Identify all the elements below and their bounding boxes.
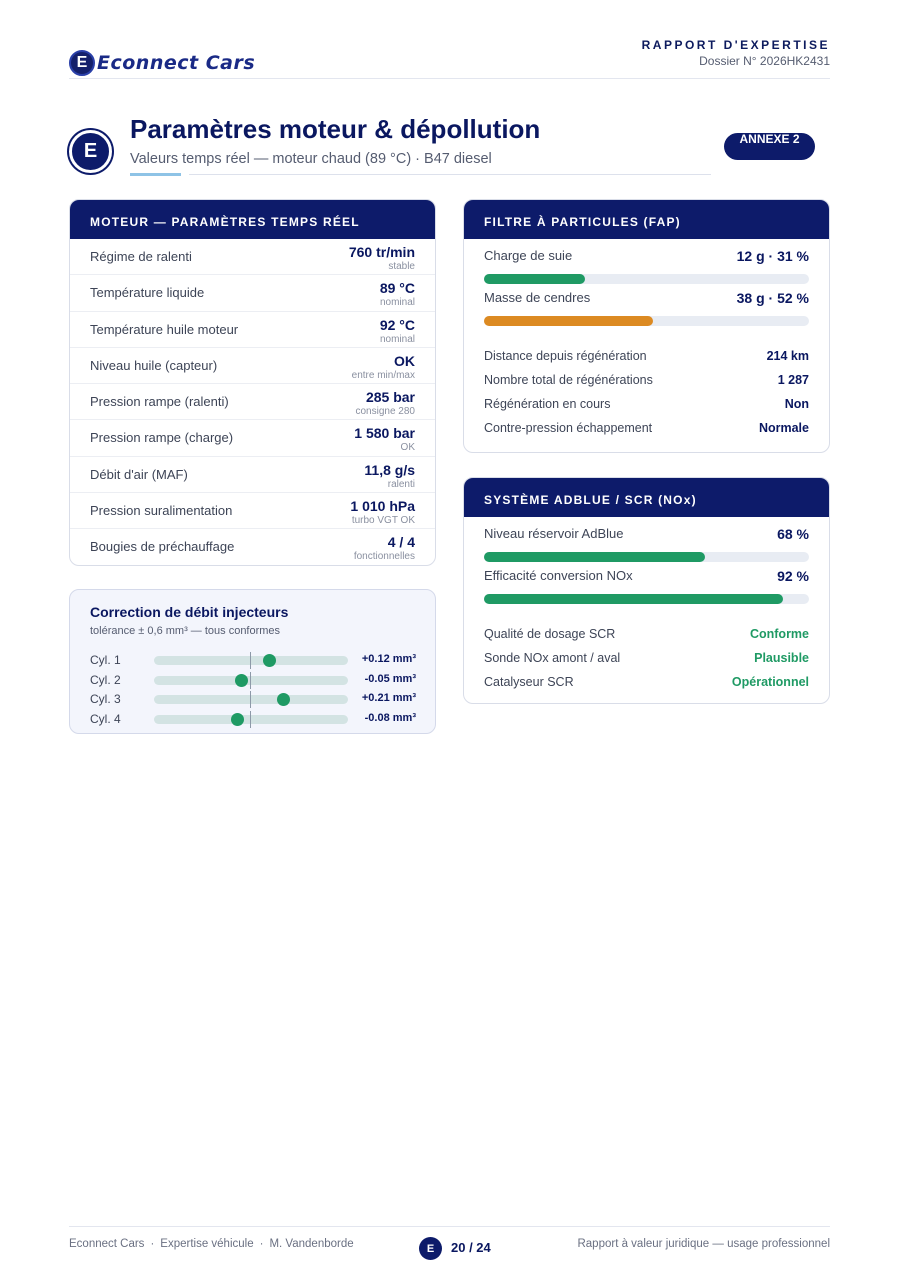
- injector-row: [90, 672, 416, 688]
- page-footer: [69, 1226, 830, 1262]
- fap-detail-row: [484, 397, 809, 415]
- scr-detail-row: [484, 675, 809, 693]
- injector-deviation-dot: [263, 654, 276, 667]
- injector-deviation-dot: [235, 674, 248, 687]
- fap-metric-value: 12 g · 31 %: [736, 248, 809, 264]
- fap-progress-fill: [484, 274, 585, 284]
- injector-label: Cyl. 2: [90, 673, 121, 687]
- engine-parameter-value: 285 bar: [365, 389, 415, 406]
- injector-deviation-track: [154, 715, 348, 724]
- engine-parameter-value: 760 tr/min: [348, 244, 415, 260]
- engine-parameter-value: 4 / 4: [387, 534, 415, 551]
- injector-row: [90, 691, 416, 707]
- logo-mark-icon: E: [69, 50, 95, 76]
- injector-row: [90, 711, 416, 727]
- injector-deviation-track: [154, 656, 348, 665]
- engine-parameter-row: [70, 275, 435, 311]
- scr-progress-fill: [484, 552, 705, 562]
- engine-parameter-row: [70, 384, 435, 420]
- engine-parameter-label: Bougies de préchauffage: [90, 539, 235, 555]
- engine-parameter-row: [70, 457, 435, 493]
- engine-parameter-label: Débit d'air (MAF): [90, 466, 188, 482]
- engine-parameter-label: Température huile moteur: [90, 321, 239, 337]
- scr-detail-value: Plausible: [754, 651, 809, 665]
- injector-correction-card: [69, 589, 436, 734]
- injector-label: Cyl. 4: [90, 712, 121, 726]
- engine-parameter-label: Régime de ralenti: [90, 249, 192, 264]
- engine-parameter-label: Niveau huile (capteur): [90, 357, 218, 373]
- engine-parameters-card: [69, 199, 436, 566]
- fap-detail-row: [484, 421, 809, 439]
- engine-parameter-value: 11,8 g/s: [364, 461, 415, 478]
- engine-parameter-value: 1 010 hPa: [350, 498, 415, 515]
- fap-detail-value: Normale: [758, 421, 809, 435]
- engine-parameter-note: consigne 280: [355, 406, 415, 418]
- scr-detail-label: Sonde NOx amont / aval: [484, 651, 621, 665]
- injector-card-subtitle: tolérance ± 0,6 mm³ — tous conformes: [90, 625, 281, 637]
- injector-label: Cyl. 1: [90, 653, 121, 667]
- scr-detail-row: [484, 651, 809, 669]
- dossier-number: Dossier N° 2026HK2431: [699, 54, 830, 68]
- fap-detail-value: 1 287: [777, 373, 809, 387]
- engine-parameter-row: [70, 493, 435, 529]
- fap-detail-value: Non: [784, 397, 809, 411]
- engine-parameter-note: turbo VGT OK: [351, 515, 415, 527]
- company-logo: [69, 50, 255, 76]
- logo-text: Econnect Cars: [97, 52, 256, 74]
- engine-parameter-value: 92 °C: [379, 316, 415, 333]
- section-badge-icon: E: [69, 130, 112, 173]
- page-title: Paramètres moteur & dépollution: [130, 114, 541, 144]
- engine-parameter-value: OK: [394, 352, 415, 369]
- engine-parameter-label: Pression suralimentation: [90, 503, 233, 519]
- fap-metric-label: Charge de suie: [484, 248, 573, 263]
- engine-parameter-list: [70, 239, 435, 566]
- scr-detail-row: [484, 627, 809, 645]
- engine-parameter-value: 1 580 bar: [354, 425, 415, 442]
- engine-parameter-note: entre min/max: [351, 369, 415, 381]
- footer-service: Expertise véhicule: [160, 1238, 254, 1250]
- engine-parameter-label: Pression rampe (ralenti): [90, 394, 229, 410]
- fap-detail-row: [484, 349, 809, 367]
- injector-deviation-track: [154, 695, 348, 704]
- fap-progress-fill: [484, 316, 653, 326]
- scr-detail-label: Qualité de dosage SCR: [484, 627, 616, 641]
- title-divider: [189, 174, 711, 175]
- adblue-scr-card: [463, 477, 830, 704]
- engine-parameter-value: 89 °C: [379, 280, 415, 297]
- particle-filter-card: [463, 199, 830, 453]
- fap-detail-label: Régénération en cours: [484, 397, 611, 411]
- engine-parameter-row: [70, 312, 435, 348]
- scr-detail-value: Conforme: [749, 627, 809, 641]
- page-header: [69, 36, 830, 79]
- page-subtitle: Valeurs temps réel — moteur chaud (89 °C) · B47 diesel: [130, 151, 492, 167]
- engine-parameter-row: [70, 529, 435, 565]
- scr-metric-label: Efficacité conversion NOx: [484, 568, 633, 583]
- engine-parameter-note: fonctionnelles: [353, 551, 415, 563]
- engine-card-header: MOTEUR — PARAMÈTRES TEMPS RÉEL: [70, 200, 435, 239]
- title-accent-line: [130, 173, 181, 176]
- injector-zero-marker: [250, 691, 251, 708]
- scr-detail-label: Catalyseur SCR: [484, 675, 574, 689]
- footer-legal-note: Rapport à valeur juridique — usage professionnel: [577, 1238, 830, 1250]
- injector-value: +0.21 mm³: [361, 692, 416, 704]
- injector-card-title: Correction de débit injecteurs: [90, 604, 289, 620]
- footer-company: Econnect Cars: [69, 1238, 145, 1250]
- footer-expert: M. Vandenborde: [269, 1238, 354, 1250]
- engine-parameter-row: [70, 239, 435, 275]
- fap-detail-label: Contre-pression échappement: [484, 421, 653, 435]
- injector-deviation-dot: [277, 693, 290, 706]
- engine-parameter-note: nominal: [379, 297, 415, 309]
- engine-parameter-label: Température liquide: [90, 285, 205, 301]
- report-label: RAPPORT D'EXPERTISE: [641, 38, 830, 52]
- engine-parameter-label: Pression rampe (charge): [90, 430, 234, 446]
- injector-value: -0.05 mm³: [364, 673, 416, 685]
- fap-detail-label: Nombre total de régénérations: [484, 373, 653, 387]
- scr-metric-label: Niveau réservoir AdBlue: [484, 526, 624, 541]
- injector-zero-marker: [250, 672, 251, 689]
- scr-detail-value: Opérationnel: [731, 675, 809, 689]
- engine-parameter-row: [70, 420, 435, 456]
- scr-progress-track: [484, 594, 809, 604]
- injector-deviation-dot: [231, 713, 244, 726]
- fap-progress-track: [484, 316, 809, 326]
- scr-progress-track: [484, 552, 809, 562]
- engine-parameter-note: OK: [400, 442, 415, 454]
- fap-detail-row: [484, 373, 809, 391]
- engine-parameter-note: nominal: [379, 333, 415, 345]
- scr-metric-value: 68 %: [777, 526, 809, 542]
- footer-credits: Econnect Cars · Expertise véhicule · M. Vandenborde: [69, 1238, 354, 1250]
- injector-row: [90, 652, 416, 668]
- injector-value: +0.12 mm³: [361, 653, 416, 665]
- fap-detail-value: 214 km: [766, 349, 809, 363]
- scr-metric-value: 92 %: [777, 568, 809, 584]
- fap-metric-label: Masse de cendres: [484, 290, 591, 305]
- fap-detail-label: Distance depuis régénération: [484, 349, 647, 363]
- fap-card-header: FILTRE À PARTICULES (FAP): [464, 200, 829, 239]
- fap-progress-track: [484, 274, 809, 284]
- injector-label: Cyl. 3: [90, 692, 121, 706]
- injector-value: -0.08 mm³: [364, 712, 416, 724]
- engine-parameter-note: stable: [388, 261, 415, 272]
- injector-deviation-track: [154, 676, 348, 685]
- injector-zero-marker: [250, 711, 251, 728]
- scr-progress-fill: [484, 594, 783, 604]
- injector-zero-marker: [250, 652, 251, 669]
- scr-card-header: SYSTÈME ADBLUE / SCR (NOx): [464, 478, 829, 517]
- engine-parameter-note: ralenti: [387, 478, 415, 490]
- footer-logo-icon: E: [419, 1237, 442, 1260]
- fap-metric-value: 38 g · 52 %: [736, 290, 809, 306]
- engine-parameter-row: [70, 348, 435, 384]
- annex-badge: ANNEXE 2: [724, 133, 815, 160]
- page-number: 20 / 24: [451, 1240, 491, 1255]
